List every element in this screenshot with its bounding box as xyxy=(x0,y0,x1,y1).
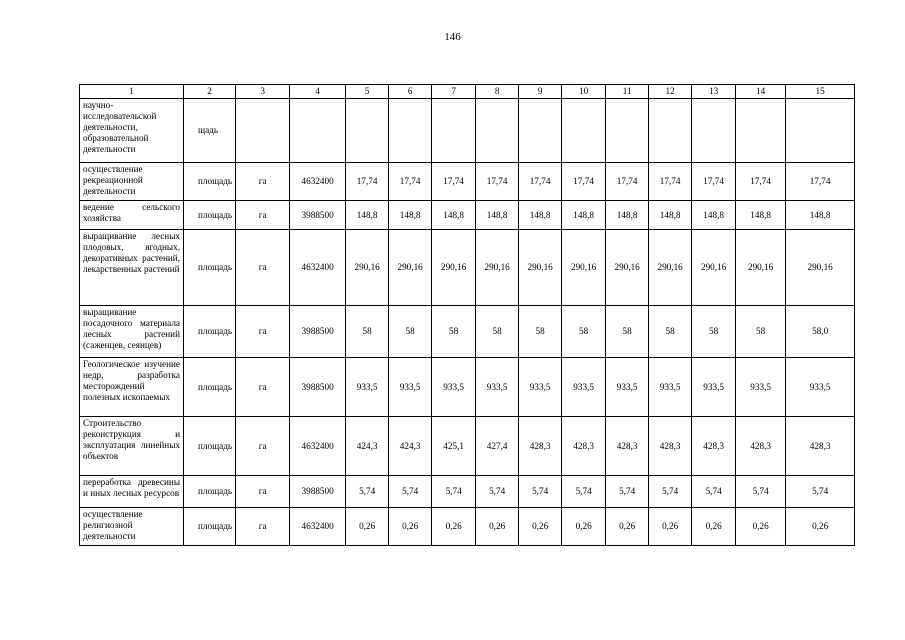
value-cell xyxy=(519,99,562,163)
area-cell: 4632400 xyxy=(290,417,346,476)
value-cell: 0,26 xyxy=(786,508,855,546)
activity-type-cell: осуществление религиозной деятельности xyxy=(80,508,184,546)
table-row xyxy=(80,201,855,230)
header-row xyxy=(80,85,855,99)
unit-cell: га xyxy=(236,508,290,546)
value-cell: 428,3 xyxy=(736,417,786,476)
data-table xyxy=(79,84,855,546)
value-cell: 428,3 xyxy=(786,417,855,476)
column-header-5: 5 xyxy=(346,85,389,99)
value-cell: 5,74 xyxy=(346,476,389,508)
value-cell: 290,16 xyxy=(519,230,562,306)
column-header-2: 2 xyxy=(184,85,236,99)
value-cell: 424,3 xyxy=(346,417,389,476)
value-cell: 58 xyxy=(692,306,736,358)
value-cell xyxy=(736,99,786,163)
value-cell: 5,74 xyxy=(432,476,476,508)
indicator-cell: площадь xyxy=(184,358,236,417)
value-cell: 933,5 xyxy=(736,358,786,417)
value-cell: 17,74 xyxy=(606,163,649,201)
value-cell: 58 xyxy=(519,306,562,358)
value-cell: 933,5 xyxy=(649,358,692,417)
value-cell: 58 xyxy=(476,306,519,358)
value-cell: 5,74 xyxy=(736,476,786,508)
unit-cell: га xyxy=(236,230,290,306)
value-cell: 5,74 xyxy=(519,476,562,508)
value-cell: 17,74 xyxy=(736,163,786,201)
value-cell: 424,3 xyxy=(389,417,432,476)
page-number: 146 xyxy=(444,31,461,43)
value-cell: 933,5 xyxy=(476,358,519,417)
value-cell: 933,5 xyxy=(432,358,476,417)
area-cell: 3988500 xyxy=(290,476,346,508)
unit-cell xyxy=(236,99,290,163)
column-header-9: 9 xyxy=(519,85,562,99)
value-cell: 0,26 xyxy=(692,508,736,546)
value-cell: 5,74 xyxy=(649,476,692,508)
value-cell: 148,8 xyxy=(346,201,389,230)
value-cell: 428,3 xyxy=(649,417,692,476)
column-header-15: 15 xyxy=(786,85,855,99)
activity-type-cell: Геологическое изучение недр, разработка месторождений полезных ископаемых xyxy=(80,358,184,417)
area-cell: 3988500 xyxy=(290,358,346,417)
value-cell: 0,26 xyxy=(649,508,692,546)
value-cell: 290,16 xyxy=(692,230,736,306)
value-cell: 58 xyxy=(649,306,692,358)
value-cell: 933,5 xyxy=(606,358,649,417)
value-cell: 5,74 xyxy=(476,476,519,508)
unit-cell: га xyxy=(236,476,290,508)
value-cell: 425,1 xyxy=(432,417,476,476)
value-cell: 0,26 xyxy=(606,508,649,546)
indicator-cell: площадь xyxy=(184,508,236,546)
table-row xyxy=(80,99,855,163)
area-cell: 3988500 xyxy=(290,201,346,230)
value-cell: 58 xyxy=(432,306,476,358)
value-cell: 933,5 xyxy=(346,358,389,417)
value-cell: 290,16 xyxy=(649,230,692,306)
column-header-7: 7 xyxy=(432,85,476,99)
value-cell: 58 xyxy=(389,306,432,358)
value-cell: 0,26 xyxy=(432,508,476,546)
unit-cell: га xyxy=(236,201,290,230)
value-cell: 290,16 xyxy=(736,230,786,306)
area-cell: 4632400 xyxy=(290,163,346,201)
column-header-1: 1 xyxy=(80,85,184,99)
value-cell: 17,74 xyxy=(692,163,736,201)
value-cell: 290,16 xyxy=(606,230,649,306)
value-cell xyxy=(606,99,649,163)
value-cell: 290,16 xyxy=(432,230,476,306)
value-cell: 428,3 xyxy=(519,417,562,476)
activity-type-cell: выращивание лесных плодовых, ягодных, декоративных растений, лекарственных растений xyxy=(80,230,184,306)
value-cell: 933,5 xyxy=(786,358,855,417)
value-cell: 290,16 xyxy=(476,230,519,306)
value-cell: 5,74 xyxy=(389,476,432,508)
value-cell: 148,8 xyxy=(786,201,855,230)
column-header-13: 13 xyxy=(692,85,736,99)
area-cell: 4632400 xyxy=(290,508,346,546)
value-cell xyxy=(562,99,606,163)
table-row xyxy=(80,230,855,306)
table-row xyxy=(80,163,855,201)
value-cell xyxy=(692,99,736,163)
value-cell: 0,26 xyxy=(389,508,432,546)
value-cell: 5,74 xyxy=(692,476,736,508)
value-cell xyxy=(649,99,692,163)
activity-type-cell: выращивание посадочного материала лесных растений (саженцев, сеянцев) xyxy=(80,306,184,358)
value-cell: 933,5 xyxy=(562,358,606,417)
value-cell: 148,8 xyxy=(736,201,786,230)
value-cell: 290,16 xyxy=(389,230,432,306)
value-cell xyxy=(389,99,432,163)
indicator-cell: площадь xyxy=(184,230,236,306)
value-cell: 428,3 xyxy=(692,417,736,476)
column-header-4: 4 xyxy=(290,85,346,99)
value-cell: 17,74 xyxy=(649,163,692,201)
value-cell: 58,0 xyxy=(786,306,855,358)
value-cell: 17,74 xyxy=(786,163,855,201)
value-cell: 58 xyxy=(606,306,649,358)
value-cell: 0,26 xyxy=(736,508,786,546)
value-cell: 0,26 xyxy=(346,508,389,546)
unit-cell: га xyxy=(236,163,290,201)
value-cell: 933,5 xyxy=(519,358,562,417)
column-header-8: 8 xyxy=(476,85,519,99)
table-row xyxy=(80,306,855,358)
value-cell: 0,26 xyxy=(519,508,562,546)
value-cell: 428,3 xyxy=(562,417,606,476)
indicator-cell: площадь xyxy=(184,306,236,358)
table-row xyxy=(80,476,855,508)
value-cell xyxy=(786,99,855,163)
value-cell: 148,8 xyxy=(519,201,562,230)
unit-cell: га xyxy=(236,306,290,358)
value-cell: 428,3 xyxy=(606,417,649,476)
value-cell: 17,74 xyxy=(519,163,562,201)
unit-cell: га xyxy=(236,358,290,417)
value-cell: 148,8 xyxy=(692,201,736,230)
value-cell: 58 xyxy=(562,306,606,358)
value-cell: 148,8 xyxy=(606,201,649,230)
value-cell: 17,74 xyxy=(562,163,606,201)
table-row xyxy=(80,358,855,417)
indicator-cell: площадь xyxy=(184,201,236,230)
value-cell: 5,74 xyxy=(562,476,606,508)
value-cell xyxy=(476,99,519,163)
column-header-12: 12 xyxy=(649,85,692,99)
column-header-10: 10 xyxy=(562,85,606,99)
value-cell: 17,74 xyxy=(389,163,432,201)
value-cell xyxy=(346,99,389,163)
value-cell: 17,74 xyxy=(346,163,389,201)
activity-type-cell: научно-исследовательской деятельности, образовательной деятельности xyxy=(80,99,184,163)
value-cell: 933,5 xyxy=(389,358,432,417)
column-header-3: 3 xyxy=(236,85,290,99)
area-cell: 3988500 xyxy=(290,306,346,358)
value-cell: 290,16 xyxy=(346,230,389,306)
area-cell xyxy=(290,99,346,163)
value-cell: 148,8 xyxy=(476,201,519,230)
activity-type-cell: ведение сельского хозяйства xyxy=(80,201,184,230)
value-cell: 933,5 xyxy=(692,358,736,417)
value-cell: 17,74 xyxy=(476,163,519,201)
value-cell: 290,16 xyxy=(562,230,606,306)
area-cell: 4632400 xyxy=(290,230,346,306)
column-header-14: 14 xyxy=(736,85,786,99)
column-header-11: 11 xyxy=(606,85,649,99)
value-cell: 148,8 xyxy=(389,201,432,230)
value-cell: 17,74 xyxy=(432,163,476,201)
indicator-cell: щадь xyxy=(184,99,236,163)
value-cell: 148,8 xyxy=(649,201,692,230)
unit-cell: га xyxy=(236,417,290,476)
value-cell: 148,8 xyxy=(562,201,606,230)
table-row xyxy=(80,417,855,476)
value-cell: 5,74 xyxy=(786,476,855,508)
activity-type-cell: переработка древесины и иных лесных ресурсов xyxy=(80,476,184,508)
value-cell: 58 xyxy=(346,306,389,358)
value-cell: 148,8 xyxy=(432,201,476,230)
value-cell: 290,16 xyxy=(786,230,855,306)
table-row xyxy=(80,508,855,546)
value-cell: 58 xyxy=(736,306,786,358)
value-cell: 427,4 xyxy=(476,417,519,476)
value-cell: 0,26 xyxy=(562,508,606,546)
activity-type-cell: Строительство реконструкция и эксплуатация линейных объектов xyxy=(80,417,184,476)
indicator-cell: площадь xyxy=(184,476,236,508)
activity-type-cell: осуществление рекреационной деятельности xyxy=(80,163,184,201)
indicator-cell: площадь xyxy=(184,163,236,201)
value-cell: 0,26 xyxy=(476,508,519,546)
indicator-cell: площадь xyxy=(184,417,236,476)
column-header-6: 6 xyxy=(389,85,432,99)
value-cell: 5,74 xyxy=(606,476,649,508)
value-cell xyxy=(432,99,476,163)
